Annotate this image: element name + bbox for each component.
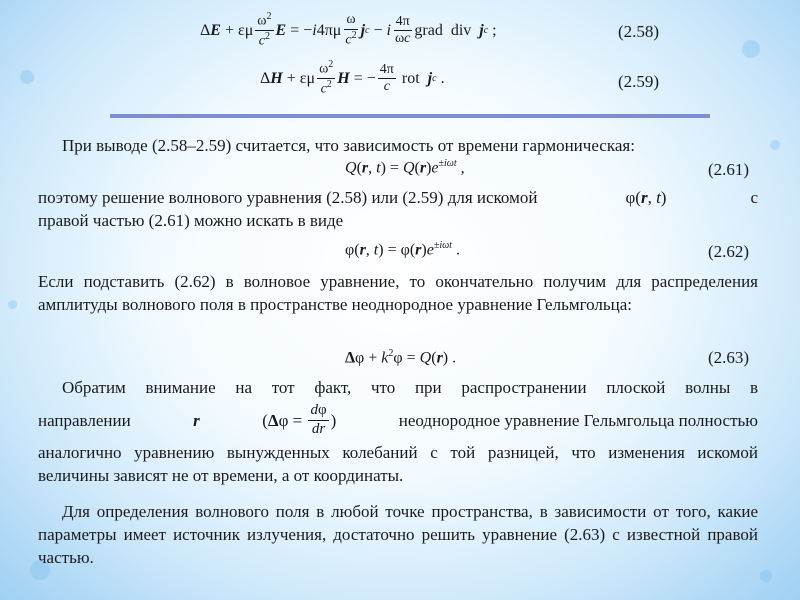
direction-vector-r: r	[193, 410, 200, 430]
paragraph-1: При выводе (2.58–2.59) считается, что зависимость от времени гармоническая:	[62, 136, 635, 155]
paragraph-4-line-2-a: направлении	[38, 410, 131, 430]
paragraph-4	[38, 376, 758, 487]
paragraph-2-line-2: правой частью (2.61) можно искать в виде	[38, 211, 344, 230]
paragraph-4-line-1: Обратим внимание на тот факт, что при распространении плоской волны в	[62, 378, 758, 397]
paragraph-2-line-1-end: с	[750, 188, 758, 207]
equation-2-63: $\Delta\varphi + k^2\varphi = Q(r)$ .	[345, 348, 457, 367]
bg-speck	[8, 300, 17, 309]
paragraph-3: Если подставить (2.62) в волновое уравнение, то окончательно получим для распределения амплитуды волнового поля в пространстве неоднородное уравнение Гельмгольца:	[38, 272, 758, 314]
equation-number-2-59: (2.59)	[618, 72, 660, 91]
equation-2-58: Δ E + εμ $\frac{\omega^2}{c^2}$ E = − i 4πμ $\frac{\omega}{c^2}$ j c − i $\frac{4\pi}{\omega c}$ grad div j c ;	[200, 11, 497, 49]
paragraph-4-line-2-b: неоднородное уравнение Гельмгольца полностью	[398, 410, 758, 430]
bg-speck	[760, 570, 772, 582]
equation-2-59: Δ H + εμ $\frac{\omega^2}{c^2}$ H = − $\frac{4\pi}{c}$ rot j c .	[260, 59, 445, 97]
equation-2-61: Q(r, $t) = Q(r)e^{\pm i\omega t}$ ,	[345, 158, 465, 177]
derivative-expression: ( Δ φ = $\frac{d\varphi}{dr}$ )	[262, 401, 337, 437]
equation-number-2-58: (2.58)	[618, 22, 660, 41]
equation-number-2-61: (2.61)	[708, 160, 750, 179]
section-divider	[110, 114, 710, 118]
paragraph-5: Для определения волнового поля в любой точке пространства, в зависимости от того, какие параметры имеет источник излучения, достаточно решить уравнение (2.63) с известной правой частью.	[38, 502, 758, 567]
equation-2-62: φ(r, $t) = \varphi(r)e^{\pm i\omega t}$ .	[345, 240, 460, 259]
bg-speck	[770, 140, 780, 150]
paragraph-2	[38, 186, 758, 232]
bg-speck	[742, 40, 760, 58]
equation-number-2-62: (2.62)	[708, 242, 750, 261]
paragraph-2-line-1: поэтому решение волнового уравнения (2.58) или (2.59) для искомой	[38, 188, 538, 207]
equation-number-2-63: (2.63)	[708, 348, 750, 367]
bg-speck	[20, 70, 34, 84]
phi-symbol: φ(r, t)	[625, 188, 667, 207]
paragraph-4-rest: аналогично уравнению вынужденных колебаний с той разницей, что изменения искомой величины зависят не от времени, а от координаты.	[38, 443, 758, 485]
